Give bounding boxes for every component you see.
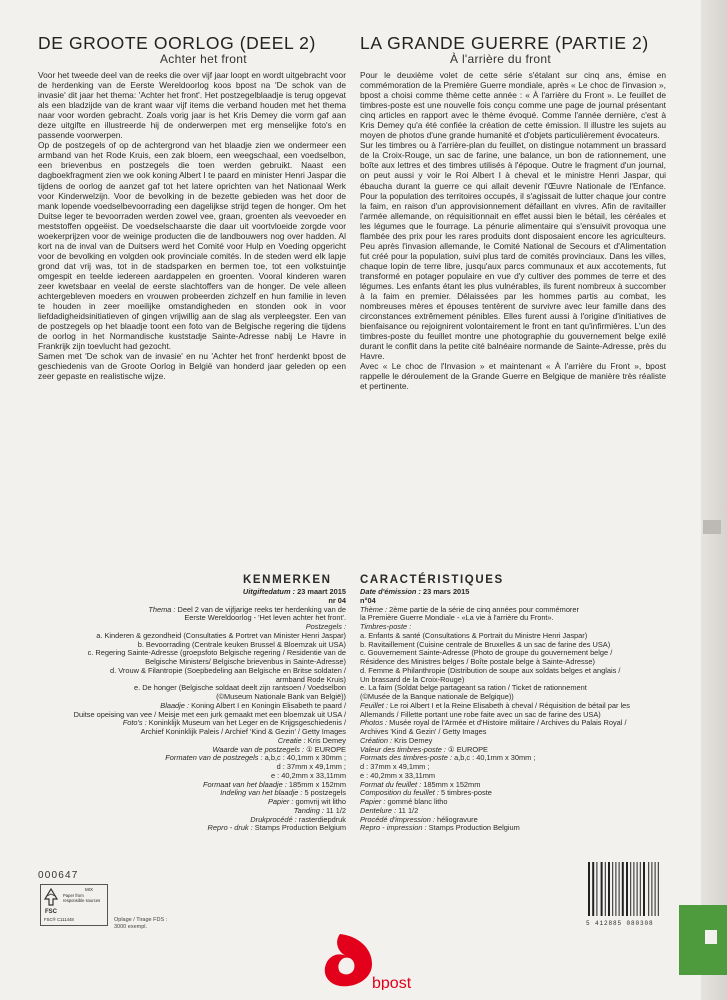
dutch-spec-row xyxy=(38,597,346,606)
french-spec-value: ① EUROPE xyxy=(448,745,488,754)
barcode-bar xyxy=(655,862,656,916)
dutch-spec-value: rasterdiepdruk xyxy=(298,815,346,824)
french-spec-row xyxy=(360,807,660,816)
green-marker-cutout xyxy=(705,930,717,944)
french-spec-value: 5 timbres-poste xyxy=(440,789,492,798)
dutch-spec-row xyxy=(38,667,346,676)
french-spec-value: Musée royal de l'Armée et d'Histoire militaire / Archives du Palais Royal / xyxy=(389,719,627,728)
dutch-spec-row xyxy=(38,658,346,667)
barcode-bar xyxy=(633,862,634,916)
french-spec-label: Timbres-poste : xyxy=(360,623,412,631)
barcode-bar xyxy=(612,862,613,916)
barcode-number: 5 412885 080308 xyxy=(586,920,654,927)
sheet-number: 000647 xyxy=(38,870,79,881)
dutch-spec-row xyxy=(38,702,346,711)
dutch-spec-value: nr 04 xyxy=(328,596,346,605)
french-spec-value: 2ème partie de la série de cinq années pour commémorer xyxy=(389,605,579,614)
dutch-spec-value: Archief Koninklijk Paleis / Archief 'Kind & Gezin' / Getty Images xyxy=(140,728,346,736)
barcode-bar xyxy=(605,862,606,916)
dutch-spec-value: 185mm x 152mm xyxy=(288,780,346,789)
dutch-spec-row xyxy=(38,772,346,781)
barcode-bar xyxy=(615,862,616,916)
dutch-spec-label: Papier : xyxy=(267,798,296,806)
french-spec-row xyxy=(360,737,660,746)
french-spec-label: Format du feuillet : xyxy=(360,780,424,789)
dutch-spec-label: Foto's : xyxy=(122,719,149,728)
barcode xyxy=(586,860,668,920)
french-spec-label: Procédé d'impression : xyxy=(360,815,437,824)
barcode-bar xyxy=(596,862,597,916)
dutch-spec-label: Postzegels : xyxy=(305,623,346,631)
dutch-spec-value: 11 1/2 xyxy=(326,806,346,815)
french-spec-value: b. Ravitaillement (Cuisine centrale de Bruxelles & un sac de farine des USA) xyxy=(360,640,611,649)
french-spec-value: (©Musée de la Banque nationale de Belgique)) xyxy=(360,693,514,701)
dutch-body xyxy=(38,70,346,381)
french-title: LA GRANDE GUERRE (PARTIE 2) xyxy=(360,33,649,53)
french-spec-row xyxy=(360,606,660,615)
french-spec-row xyxy=(360,789,660,798)
dutch-spec-value: Koning Albert I en Koningin Elisabeth te paard / xyxy=(191,701,346,710)
french-specs-heading: CARACTÉRISTIQUES xyxy=(360,574,504,586)
dutch-spec-value: armband Rode Kruis) xyxy=(275,675,346,684)
print-run-label: Oplage / Tirage FDS : xyxy=(114,917,168,923)
french-spec-value: Kris Demey xyxy=(394,736,433,745)
french-spec-row xyxy=(360,763,660,772)
dutch-spec-value: gomvrij wit litho xyxy=(295,798,346,806)
french-spec-row xyxy=(360,746,660,755)
french-spec-row xyxy=(360,693,660,702)
dutch-spec-value: 5 postzegels xyxy=(304,789,346,798)
dutch-spec-label: Creatie : xyxy=(277,736,308,745)
dutch-spec-row xyxy=(38,684,346,693)
fsc-label: FSC xyxy=(45,909,57,915)
french-spec-label: Thème : xyxy=(360,605,390,614)
french-spec-label: Dentelure : xyxy=(360,806,399,815)
dutch-specs-list xyxy=(38,588,346,833)
french-spec-row xyxy=(360,711,660,720)
fsc-mix: MIX xyxy=(85,887,94,892)
fsc-label-box xyxy=(40,884,108,926)
french-spec-value: d. Femme & Philanthropie (Distribution de soupe aux soldats belges et anglais / xyxy=(360,666,621,675)
dutch-spec-row xyxy=(38,676,346,685)
french-spec-value: d : 37mm x 49,1mm ; xyxy=(360,763,430,771)
french-spec-value: Un brassard de la Croix-Rouge) xyxy=(360,675,465,684)
barcode-bar xyxy=(592,862,594,916)
french-spec-value: Le roi Albert I et la Reine Elisabeth à cheval / Réquisition de bétail par les xyxy=(390,701,630,710)
barcode-bar xyxy=(622,862,624,916)
dutch-spec-row xyxy=(38,763,346,772)
sheet-edge xyxy=(701,0,727,1000)
french-spec-value: n°04 xyxy=(360,596,376,605)
dutch-spec-value: Belgische Ministers/ Belgische brievenbus in Sainte-Adresse) xyxy=(145,658,346,666)
french-spec-row xyxy=(360,623,660,632)
dutch-spec-row xyxy=(38,711,346,720)
print-run-value: 3000 exempl. xyxy=(114,924,148,930)
dutch-paragraph: Op de postzegels of op de achtergrond van het blaadje zien we ondermeer een armband van het Rode Kruis, een zak bloem, een weegschaal, een voedselbon, een brievenbus en postzegels die toen werden gebruikt. Naast een dagboekfragment zien we ook koning Albert I te paard en minister Henri Jaspar die tijdens de oorlog de aanzet gaf tot het latere oprichten van het Nationaal Werk voor Kinderwelzijn. Voor de bevolking in de bezette gebieden was het door de mank lopende voedselbevoorrading een dagelijkse strijd tegen de honger. Om het Duitse leger te bevoorraden werden zowel vee, graan, groenten als veevoeder en meststoffen opgeëist. De voedselschaarste die daar uit voortvloeide zorgde voor woekerprijzen voor de weinige producten die de landbouwers nog over hadden. Al kort na de inval van de Duitsers werd het Comité voor Hulp en Voeding opgericht voor de bevolking en volgden ook provinciale comités. In de steden werd elk lapje grond dat vrij was, tot in de stadsparken en bermen toe, tot een volkstuintje omgespit en teelde iedereen aardappelen en groenten. Vooral kinderen waren zeer kwetsbaar en veelal de eerste slachtoffers van de honger. De vele alleen achtergebleven moeders en vrouwen probeerden zichzelf en hun familie in leven te houden in zeer moeilijke omstandigheden en stonden ook in voor liefdadigheidsinitiatieven of gingen vrijwillig aan de slag als verpleegster. Een van de postzegels op het blaadje toont een foto van de Belgische regering die tijdens de oorlog in het Normandische kuststadje Sainte-Adresse nabij Le Havre in Frankrijk zijn toevlucht had gezocht. xyxy=(38,140,346,352)
french-spec-row xyxy=(360,781,660,790)
french-spec-row xyxy=(360,658,660,667)
dutch-spec-value: 23 maart 2015 xyxy=(297,588,346,596)
french-spec-label: Composition du feuillet : xyxy=(360,789,441,798)
dutch-spec-value: ① EUROPE xyxy=(306,745,346,754)
french-paragraph: Sur les timbres ou à l'arrière-plan du feuillet, on distingue notamment un brassard de la Croix-Rouge, un sac de farine, une balance, un bon de rationnement, une boîte aux lettres et des timbres utilisés à l'époque. Outre le fragment d'un journal, on peut aussi y voir le Roi Albert I à cheval et le ministre Henri Jaspar, qui ébaucha durant la guerre ce qui allait devenir l'Œuvre Nationale de l'Enfance. Pour la population des territoires occupés, il s'agissait de lutter chaque jour contre la faim, en raison d'un approvisionnement défaillant en vivres. Afin de ravitailler l'armée allemande, on réquisitionnait en effet aussi bien le bétail, les céréales et les légumes que le fourrage. La pénurie alimentaire qui s'ensuivit provoqua une flambée des prix pour les rares produits dont disposaient encore les agriculteurs. Peu après l'invasion allemande, le Comité National de Secours et d'Alimentation fut créé pour la population, suivi plus tard de comités provinciaux. Dans les villes, chaque lopin de terre libre, jusqu'aux parcs communaux et aux accotements, fut transformé en potager populaire en vue d'y cultiver des pommes de terre et des légumes. Les enfants étant les plus vulnérables, ils furent nombreux à succomber à la faim en premier. Délaissées par les hommes partis au combat, les nombreuses mères et épouses tentèrent de survivre avec leur famille dans des circonstances extrêmement pénibles. Elles furent aussi à l'origine d'initiatives de bienfaisance ou rejoignirent volontairement le front en tant qu'infirmières. L'un des timbres-poste du feuillet montre une photographie du gouvernement belge exilé durant le conflit dans la petite cité balnéaire normande de Sainte-Adresse, près du Havre. xyxy=(360,140,666,362)
barcode-bar xyxy=(648,862,649,916)
french-spec-value: Stamps Production Belgium xyxy=(428,824,520,833)
dutch-spec-value: Duitse opeising van vee / Meisje met een jurk gemaakt met een bloemzak uit USA / xyxy=(73,710,346,719)
fsc-text: Paper from responsible sources xyxy=(63,893,101,903)
fsc-tree-icon xyxy=(44,888,58,906)
dutch-spec-label: Indeling van het blaadje : xyxy=(220,789,305,798)
french-spec-label: Repro - impression : xyxy=(360,824,429,833)
french-spec-row xyxy=(360,772,660,781)
french-spec-label: Papier : xyxy=(360,798,388,806)
barcode-bar xyxy=(601,862,603,916)
french-paragraph: Pour le deuxième volet de cette série s'étalant sur cinq ans, émise en commémoration de la Première Guerre mondiale, après « Le choc de l'invasion », bpost a choisi comme thème cette année : « À l'arrière du Front ». Le feuillet de timbres-poste est une nouvelle fois conçu comme une page de journal présentant cinq articles en rapport avec le thème évoqué. Comme l'année dernière, c'est à Kris Demey qu'a été confiée la création de cette émission. Il illustre les sujets au moyen de photos d'une grande humanité et d'objets particulièrement évocateurs. xyxy=(360,70,666,141)
dutch-paragraph: Voor het tweede deel van de reeks die over vijf jaar loopt en wordt uitgebracht voor de herdenking van de Eerste Wereldoorlog koos bpost na 'De schok van de invasie' dit jaar het thema: 'Achter het front'. Het postzegelblaadje is terug opgevat als een bladzijde van de krant waar vijf items die verband houden met het thema naar voor worden gebracht. Zoals vorig jaar is het Kris Demey die vorm gaf aan deze uitgifte en illustreerde hij de onderwerpen met erg menselijke foto's en passende voorwerpen. xyxy=(38,70,346,141)
dutch-spec-label: Uitgiftedatum : xyxy=(242,588,298,596)
dutch-spec-row xyxy=(38,807,346,816)
dutch-spec-row xyxy=(38,719,346,728)
french-spec-value: gommé blanc litho xyxy=(387,798,448,806)
french-body xyxy=(360,70,666,392)
french-spec-row xyxy=(360,676,660,685)
french-spec-value: 185mm x 152mm xyxy=(423,780,481,789)
dutch-spec-value: b. Bevoorrading (Centrale keuken Brussel & Bloemzak uit USA) xyxy=(137,640,346,649)
dutch-spec-value: c. Regering Sainte-Adresse (groepsfoto Belgische regering / Residentie van de xyxy=(87,649,346,658)
dutch-spec-row xyxy=(38,789,346,798)
dutch-spec-row xyxy=(38,824,346,833)
dutch-spec-value: Eerste Wereldoorlog - 'Het leven achter het front'. xyxy=(184,614,346,623)
dutch-spec-row xyxy=(38,693,346,702)
french-spec-value: héliogravure xyxy=(437,815,478,824)
french-spec-row xyxy=(360,597,660,606)
french-spec-row xyxy=(360,667,660,676)
french-paragraph: Avec « Le choc de l'Invasion » et maintenant « À l'arrière du Front », bpost rappelle le déroulement de la Grande Guerre en Belgique de manière très réaliste et pertinente. xyxy=(360,361,666,392)
barcode-bar xyxy=(619,862,620,916)
bpost-logo xyxy=(314,928,444,990)
french-spec-row xyxy=(360,719,660,728)
dutch-spec-row xyxy=(38,781,346,790)
dutch-spec-row xyxy=(38,754,346,763)
dutch-spec-row xyxy=(38,816,346,825)
dutch-spec-value: (©Museum Nationale Bank van België)) xyxy=(216,693,346,701)
barcode-bar xyxy=(637,862,638,916)
dutch-spec-row xyxy=(38,623,346,632)
french-spec-row xyxy=(360,614,660,623)
dutch-spec-row xyxy=(38,614,346,623)
barcode-bar xyxy=(608,862,610,916)
french-spec-row xyxy=(360,798,660,807)
french-spec-row xyxy=(360,641,660,650)
french-spec-label: Feuillet : xyxy=(360,701,390,710)
gray-marker xyxy=(703,520,721,534)
french-spec-value: Archives 'Kind & Gezin' / Getty Images xyxy=(360,728,487,736)
dutch-spec-value: e. De honger (Belgische soldaat deelt zijn rantsoen / Voedselbon xyxy=(133,684,346,693)
french-spec-row xyxy=(360,588,660,597)
french-spec-value: c. Gouvernement Sainte-Adresse (Photo de groupe du gouvernement belge / xyxy=(360,649,613,658)
dutch-spec-label: Repro - druk : xyxy=(207,824,255,833)
french-spec-value: Résidence des Ministres belges / Boîte postale belge à Sainte-Adresse) xyxy=(360,658,595,666)
dutch-spec-row xyxy=(38,641,346,650)
dutch-spec-value: d. Vrouw & Filantropie (Soepbedeling aan Belgische en Britse soldaten / xyxy=(110,666,346,675)
dutch-paragraph: Samen met 'De schok van de invasie' en nu 'Achter het front' herdenkt bpost de geschiedenis van de Groote Oorlog in België van honderd jaar geleden op een zeer gepaste en realistische wijze. xyxy=(38,351,346,382)
dutch-spec-row xyxy=(38,737,346,746)
dutch-spec-row xyxy=(38,798,346,807)
french-spec-row xyxy=(360,632,660,641)
dutch-subtitle: Achter het front xyxy=(160,52,247,66)
dutch-spec-row xyxy=(38,746,346,755)
dutch-spec-row xyxy=(38,632,346,641)
french-spec-value: e. La faim (Soldat belge partageant sa ration / Ticket de rationnement xyxy=(360,684,587,693)
barcode-bar xyxy=(658,862,659,916)
bpost-wordmark: bpost xyxy=(372,975,412,990)
dutch-spec-value: Koninklijk Museum van het Leger en de Krijgsgeschiedenis / xyxy=(148,719,346,728)
print-run xyxy=(114,917,167,931)
green-marker xyxy=(679,905,727,975)
dutch-spec-label: Formaten van de postzegels : xyxy=(165,754,265,763)
fsc-code: FSC® C111448 xyxy=(44,917,74,922)
french-subtitle: À l'arrière du front xyxy=(450,52,551,66)
barcode-bar xyxy=(640,862,641,916)
dutch-spec-value: a,b,c : 40,1mm x 30mm ; xyxy=(264,754,346,763)
french-spec-value: a,b,c : 40,1mm x 30mm ; xyxy=(454,754,536,763)
french-specs-list xyxy=(360,588,660,833)
barcode-bar xyxy=(630,862,631,916)
barcode-bar xyxy=(626,862,628,916)
barcode-bar xyxy=(651,862,652,916)
dutch-spec-row xyxy=(38,649,346,658)
dutch-spec-label: Waarde van de postzegels : xyxy=(212,745,307,754)
dutch-spec-value: Kris Demey xyxy=(307,736,346,745)
dutch-spec-row xyxy=(38,728,346,737)
french-spec-label: Photos : xyxy=(360,719,390,728)
french-spec-label: Valeur des timbres-poste : xyxy=(360,745,449,754)
barcode-bar xyxy=(643,862,645,916)
french-spec-value: 23 mars 2015 xyxy=(422,588,470,596)
barcode-bar xyxy=(588,862,590,916)
french-spec-value: la Première Guerre Mondiale - «La vie à l'arrière du Front». xyxy=(360,614,554,623)
dutch-spec-value: e : 40,2mm x 33,11mm xyxy=(270,771,346,780)
french-spec-row xyxy=(360,754,660,763)
dutch-spec-value: d : 37mm x 49,1mm ; xyxy=(276,763,346,771)
dutch-spec-value: Stamps Production Belgium xyxy=(254,824,346,833)
dutch-spec-value: Deel 2 van de vijfjarige reeks ter herdenking van de xyxy=(177,605,346,614)
dutch-spec-label: Blaadje : xyxy=(160,701,192,710)
french-spec-row xyxy=(360,702,660,711)
french-spec-row xyxy=(360,649,660,658)
french-spec-row xyxy=(360,684,660,693)
dutch-spec-label: Thema : xyxy=(148,605,178,614)
french-spec-row xyxy=(360,728,660,737)
dutch-spec-row xyxy=(38,606,346,615)
french-spec-value: a. Enfants & santé (Consultations & Portrait du Ministre Henri Jaspar) xyxy=(360,631,588,640)
dutch-spec-label: Tanding : xyxy=(293,806,326,815)
french-spec-row xyxy=(360,816,660,825)
dutch-spec-label: Drukprocédé : xyxy=(250,815,299,824)
french-spec-label: Formats des timbres-poste : xyxy=(360,754,455,763)
french-spec-value: 11 1/2 xyxy=(398,806,419,815)
dutch-spec-value: a. Kinderen & gezondheid (Consultaties & Portret van Minister Henri Jaspar) xyxy=(96,631,346,640)
french-spec-row xyxy=(360,824,660,833)
french-spec-value: e : 40,2mm x 33,11mm xyxy=(360,771,436,780)
dutch-spec-label: Formaat van het blaadje : xyxy=(203,780,289,789)
dutch-specs-heading: KENMERKEN xyxy=(243,574,332,586)
french-spec-label: Création : xyxy=(360,736,395,745)
french-spec-value: Allemands / Fillette portant une robe faite avec un sac de farine des USA) xyxy=(360,710,601,719)
dutch-spec-row xyxy=(38,588,346,597)
french-spec-label: Date d'émission : xyxy=(360,588,423,596)
dutch-title: DE GROOTE OORLOG (DEEL 2) xyxy=(38,33,316,53)
